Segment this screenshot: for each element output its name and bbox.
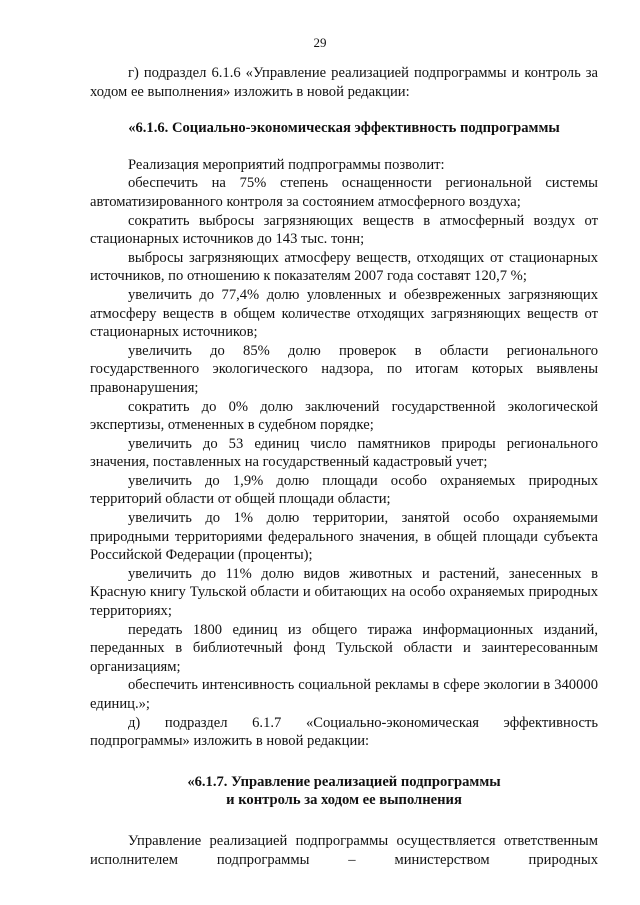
list-item: увеличить до 53 единиц число памятников природы регионального значения, поставленных на государственный кадастровый учет;	[90, 435, 598, 471]
list-item: увеличить до 11% долю видов животных и растений, занесенных в Красную книгу Тульской области и обитающих на особо охраняемых природных территориях;	[90, 565, 598, 620]
list-item: сократить выбросы загрязняющих веществ в атмосферный воздух от стационарных источников до 143 тыс. тонн;	[90, 212, 598, 248]
list-item: увеличить до 85% долю проверок в области регионального государственного экологического надзора, по итогам которых выявлены правонарушения;	[90, 342, 598, 396]
section-heading-6-1-6: «6.1.6. Социально-экономическая эффективность подпрограммы	[128, 120, 560, 137]
list-item: увеличить до 77,4% долю уловленных и обезвреженных загрязняющих атмосферу веществ в общем количестве отходящих загрязняющих веществ от стационарных источников;	[90, 286, 598, 341]
list-item: сократить до 0% долю заключений государственной экологической экспертизы, отмененных в судебном порядке;	[90, 398, 598, 434]
closing-paragraph: Управление реализацией подпрограммы осуществляется ответственным исполнителем подпрограммы – министерством природных	[90, 832, 598, 868]
amendment-paragraph-g: г) подраздел 6.1.6 «Управление реализацией подпрограммы и контроль за ходом ее выполнения» изложить в новой редакции:	[90, 65, 598, 100]
list-item: увеличить до 1% долю территории, занятой особо охраняемыми природными территориями федерального значения, в общей площади субъекта Российской Федерации (проценты);	[90, 510, 598, 564]
list-item: обеспечить интенсивность социальной рекламы в сфере экологии в 340000 единиц.»;	[90, 677, 598, 712]
list-item: выбросы загрязняющих атмосферу веществ, отходящих от стационарных источников, по отношению к показателям 2007 года составят 120,7 %;	[90, 249, 598, 285]
section-heading-6-1-7-line2: и контроль за ходом ее выполнения	[226, 792, 462, 809]
page-number: 29	[313, 35, 327, 50]
list-item: обеспечить на 75% степень оснащенности региональной системы автоматизированного контроля за состоянием атмосферного воздуха;	[90, 175, 598, 210]
amendment-paragraph-d: д) подраздел 6.1.7 «Социально-экономическая эффективность подпрограммы» изложить в новой редакции:	[90, 714, 598, 750]
list-item: Реализация мероприятий подпрограммы позволит:	[128, 156, 445, 173]
list-item: передать 1800 единиц из общего тиража информационных изданий, переданных в библиотечный фонд Тульской области и заинтересованным организациям;	[90, 621, 598, 675]
list-item: увеличить до 1,9% долю площади особо охраняемых природных территорий области от общей площади области;	[90, 472, 598, 508]
document-body	[90, 64, 598, 869]
section-heading-6-1-7-line1: «6.1.7. Управление реализацией подпрограммы	[187, 773, 501, 790]
